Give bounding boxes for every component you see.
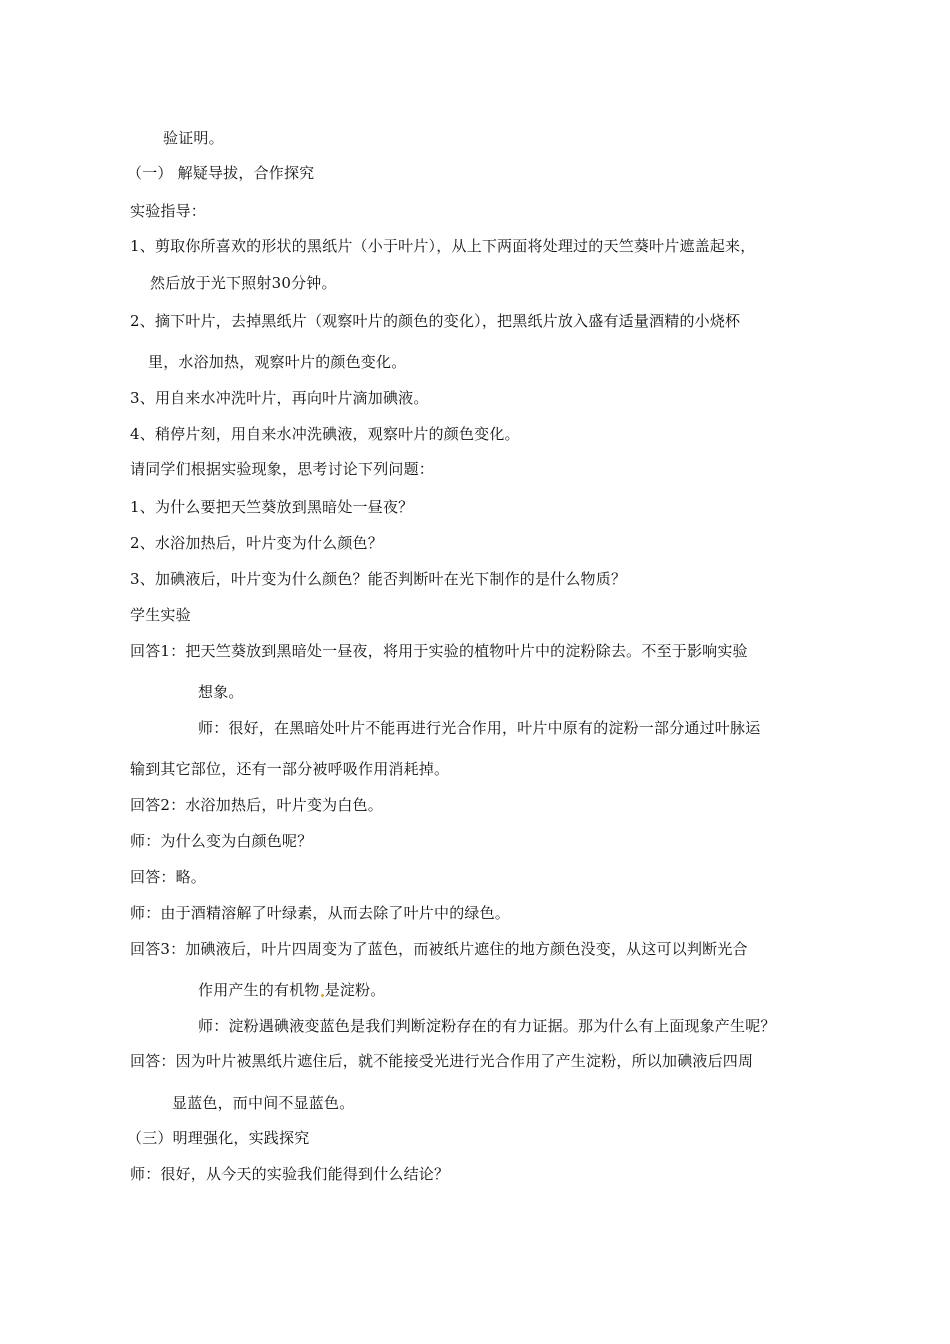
text-segment: 作用产生的有机物 xyxy=(198,981,320,999)
text-line: 回答1：把天竺葵放到黑暗处一昼夜，将用于实验的植物叶片中的淀粉除去。不至于影响实验 xyxy=(130,642,748,660)
text-line: 显蓝色，而中间不显蓝色。 xyxy=(172,1094,355,1112)
text-line: 师：淀粉遇碘液变蓝色是我们判断淀粉存在的有力证据。那为什么有上面现象产生呢？ xyxy=(198,1017,776,1035)
text-line xyxy=(198,980,385,1000)
text-line: 回答：因为叶片被黑纸片遮住后，就不能接受光进行光合作用了产生淀粉，所以加碘液后四周 xyxy=(130,1052,754,1070)
text-line: 里，水浴加热，观察叶片的颜色变化。 xyxy=(148,353,407,371)
text-segment: 是淀粉。 xyxy=(324,981,386,999)
text-line: 师：为什么变为白颜色呢？ xyxy=(130,832,313,850)
text-line: 3、加碘液后，叶片变为什么颜色？能否判断叶在光下制作的是什么物质？ xyxy=(130,570,627,588)
yellow-dot-mark xyxy=(321,994,324,997)
text-line: 1、为什么要把天竺葵放到黑暗处一昼夜？ xyxy=(130,498,414,516)
text-line: 想象。 xyxy=(198,683,244,701)
text-line: 请同学们根据实验现象，思考讨论下列问题： xyxy=(130,460,435,478)
text-line: 3、用自来水冲洗叶片，再向叶片滴加碘液。 xyxy=(130,389,429,407)
text-line: 回答3：加碘液后，叶片四周变为了蓝色，而被纸片遮住的地方颜色没变，从这可以判断光合 xyxy=(130,940,748,958)
text-line: 学生实验 xyxy=(130,606,191,624)
text-line: 实验指导： xyxy=(130,202,207,220)
text-line: 师：很好，在黑暗处叶片不能再进行光合作用，叶片中原有的淀粉一部分通过叶脉运 xyxy=(198,719,761,737)
text-line: 2、摘下叶片，去掉黑纸片（观察叶片的颜色的变化），把黑纸片放入盛有适量酒精的小烧杯 xyxy=(130,312,741,330)
text-line: 回答：略。 xyxy=(130,868,207,886)
text-line: 输到其它部位，还有一部分被呼吸作用消耗掉。 xyxy=(130,760,450,778)
text-line: 1、剪取你所喜欢的形状的黑纸片（小于叶片），从上下两面将处理过的天竺葵叶片遮盖起来， xyxy=(130,237,756,255)
text-line: 2、水浴加热后，叶片变为什么颜色？ xyxy=(130,534,383,552)
section-heading: （三）明理强化，实践探究 xyxy=(127,1129,310,1147)
text-line: 验证明。 xyxy=(163,129,224,147)
text-line: 回答2：水浴加热后，叶片变为白色。 xyxy=(130,796,383,814)
text-line: 师：由于酒精溶解了叶绿素，从而去除了叶片中的绿色。 xyxy=(130,904,511,922)
section-heading: （一） 解疑导拔，合作探究 xyxy=(127,164,315,182)
text-line: 4、稍停片刻，用自来水冲洗碘液，观察叶片的颜色变化。 xyxy=(130,425,520,443)
text-line: 师：很好，从今天的实验我们能得到什么结论？ xyxy=(130,1165,450,1183)
text-line: 然后放于光下照射30分钟。 xyxy=(150,274,337,292)
